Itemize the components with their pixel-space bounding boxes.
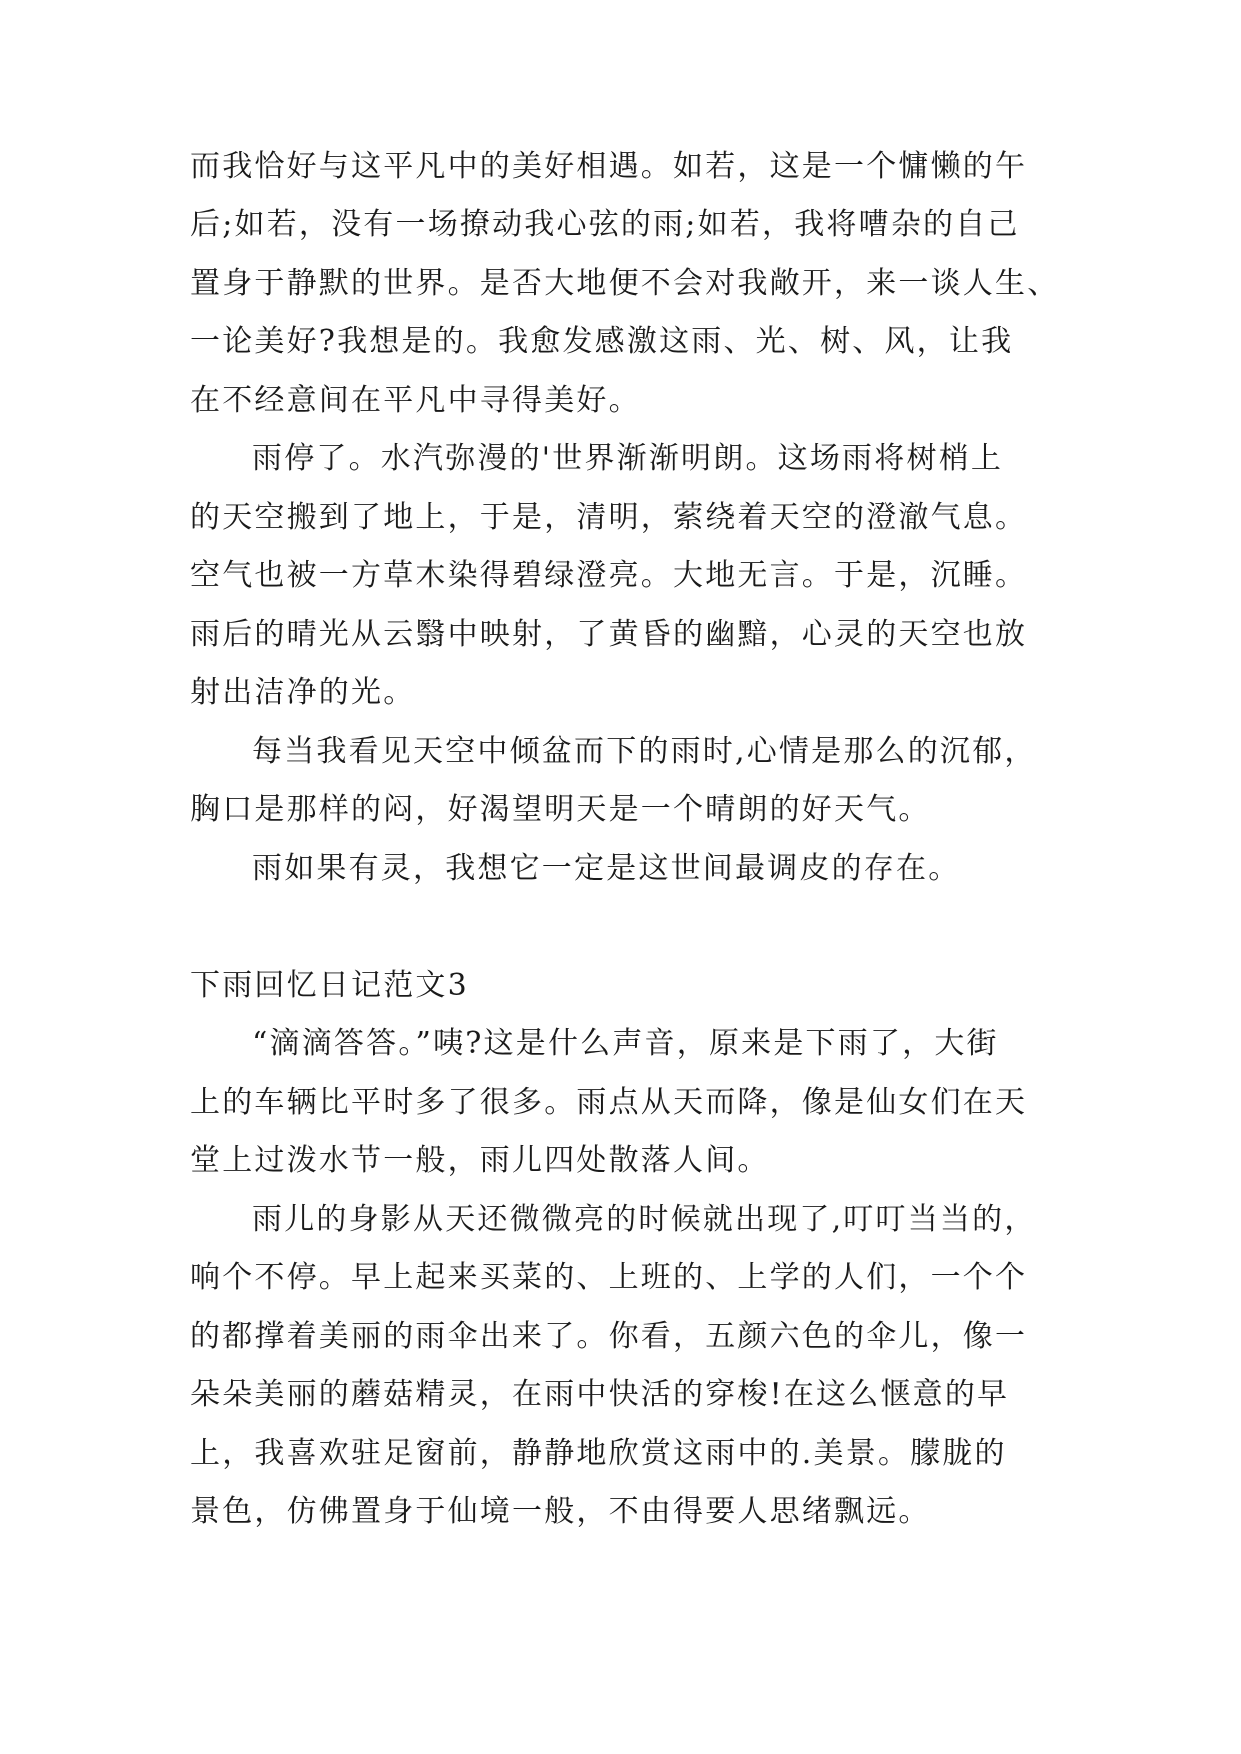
paragraph-first-line: 雨儿的身影从天还微微亮的时候就出现了,叮叮当当的， — [252, 1202, 1037, 1237]
body-text-line: 上的车辆比平时多了很多。雨点从天而降，像是仙女们在天 — [190, 1085, 1028, 1120]
body-text-line: 射出洁净的光。 — [190, 675, 416, 710]
body-text-line: 雨后的晴光从云翳中映射，了黄昏的幽黯，心灵的天空也放 — [190, 617, 1028, 652]
body-text-line: 一论美好?我想是的。我愈发感激这雨、光、树、风，让我 — [190, 324, 1014, 359]
body-text-line: 胸口是那样的闷，好渴望明天是一个晴朗的好天气。 — [190, 792, 931, 827]
body-text-line: 后;如若，没有一场撩动我心弦的雨;如若，我将嘈杂的自己 — [190, 207, 1020, 242]
body-text-line: 而我恰好与这平凡中的美好相遇。如若，这是一个慵懒的午 — [190, 149, 1028, 184]
body-text-line: 的都撑着美丽的雨伞出来了。你看，五颜六色的伞儿，像一 — [190, 1319, 1028, 1354]
body-text-line: 朵朵美丽的蘑菇精灵，在雨中快活的穿梭!在这么惬意的早 — [190, 1377, 1010, 1412]
body-text-line: 空气也被一方草木染得碧绿澄亮。大地无言。于是，沉睡。 — [190, 558, 1028, 593]
body-text-line: 堂上过泼水节一般，雨儿四处散落人间。 — [190, 1143, 770, 1178]
body-text-line: 上，我喜欢驻足窗前，静静地欣赏这雨中的.美景。朦胧的 — [190, 1436, 1007, 1471]
body-text-line: 置身于静默的世界。是否大地便不会对我敞开，来一谈人生、 — [190, 266, 1060, 301]
paragraph-first-line: 每当我看见天空中倾盆而下的雨时,心情是那么的沉郁， — [252, 734, 1037, 769]
paragraph-first-line: “滴滴答答。”咦?这是什么声音，原来是下雨了，大街 — [252, 1026, 999, 1061]
body-text-line: 响个不停。早上起来买菜的、上班的、上学的人们，一个个 — [190, 1260, 1028, 1295]
body-text-line: 在不经意间在平凡中寻得美好。 — [190, 383, 641, 418]
paragraph-first-line: 雨如果有灵，我想它一定是这世间最调皮的存在。 — [252, 851, 961, 886]
body-text-line: 景色，仿佛置身于仙境一般，不由得要人思绪飘远。 — [190, 1494, 931, 1529]
paragraph-first-line: 雨停了。水汽弥漫的'世界渐渐明朗。这场雨将树梢上 — [252, 441, 1004, 476]
section-heading: 下雨回忆日记范文3 — [190, 968, 469, 1003]
body-text-line: 的天空搬到了地上，于是，清明，萦绕着天空的澄澈气息。 — [190, 500, 1028, 535]
